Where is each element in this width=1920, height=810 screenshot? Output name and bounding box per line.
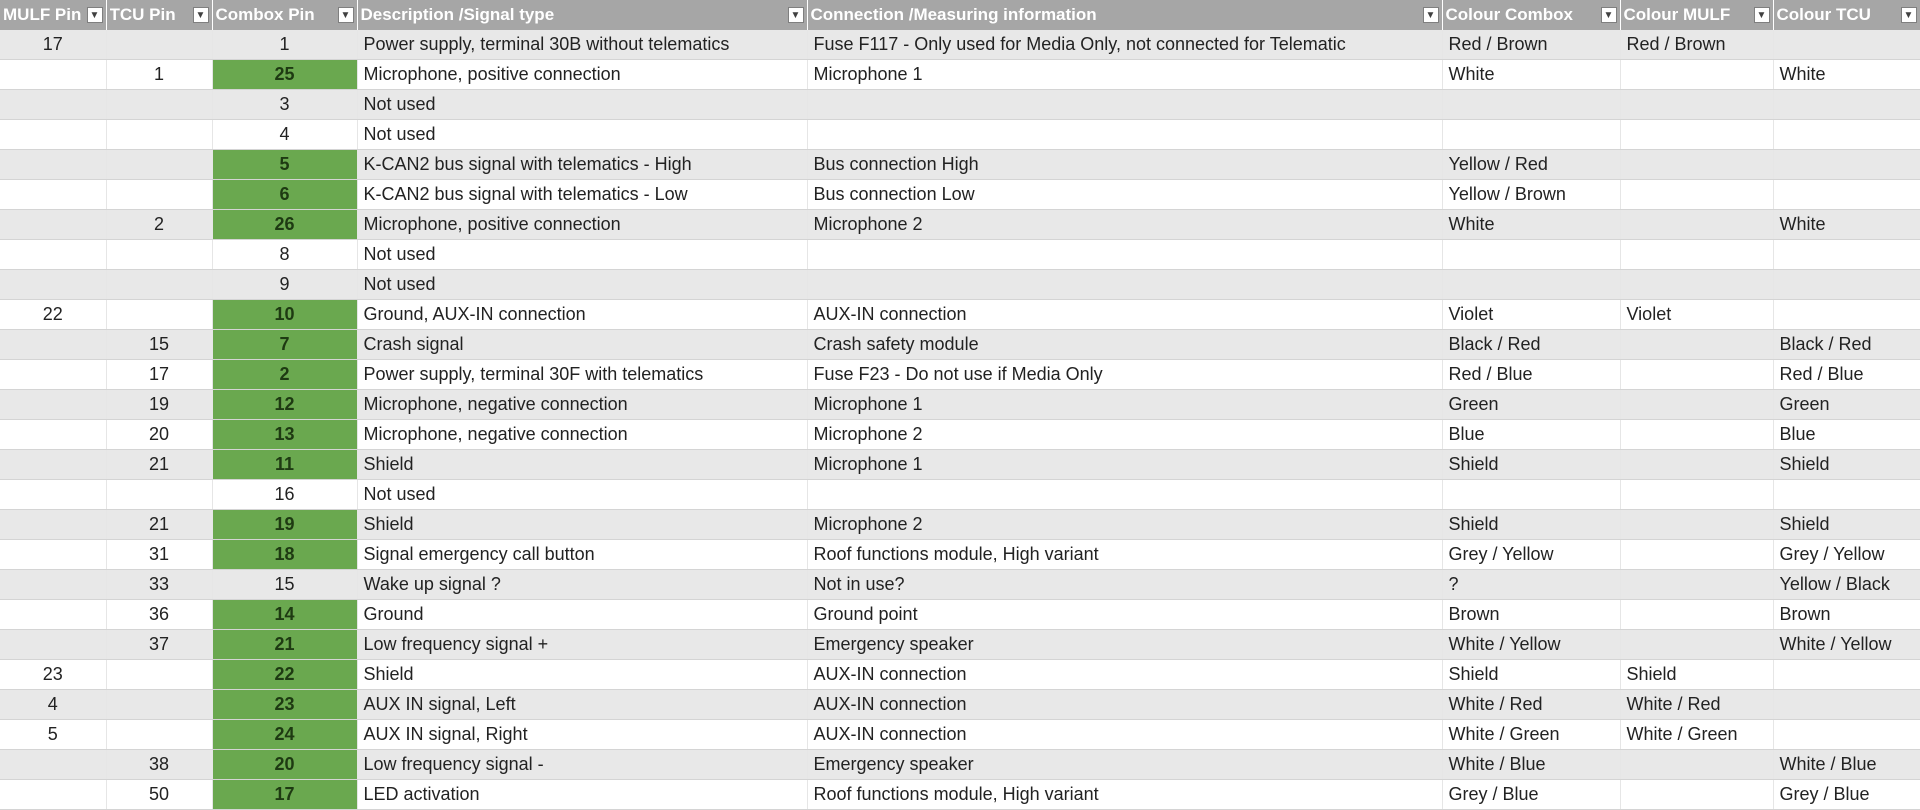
- cell-colour-mulf[interactable]: White / Red: [1620, 690, 1773, 720]
- table-row: [0, 30, 1920, 60]
- table-row: [0, 570, 1920, 600]
- cell-description[interactable]: Not used: [357, 240, 807, 270]
- table-row: [0, 660, 1920, 690]
- cell-connection[interactable]: Bus connection Low: [807, 180, 1442, 210]
- cell-colour-combox[interactable]: White / Red: [1442, 690, 1620, 720]
- cell-description[interactable]: Not used: [357, 120, 807, 150]
- cell-description[interactable]: Signal emergency call button: [357, 540, 807, 570]
- cell-combox-pin[interactable]: 11: [212, 450, 357, 480]
- cell-combox-pin[interactable]: 12: [212, 390, 357, 420]
- cell-mulf-pin[interactable]: [0, 390, 106, 420]
- cell-colour-mulf[interactable]: [1620, 180, 1773, 210]
- cell-colour-combox[interactable]: Grey / Yellow: [1442, 540, 1620, 570]
- cell-mulf-pin[interactable]: 23: [0, 660, 106, 690]
- cell-colour-mulf[interactable]: [1620, 780, 1773, 810]
- cell-colour-combox[interactable]: [1442, 480, 1620, 510]
- table-row: [0, 750, 1920, 780]
- cell-tcu-pin[interactable]: [106, 720, 212, 750]
- cell-colour-combox[interactable]: [1442, 240, 1620, 270]
- cell-description[interactable]: K-CAN2 bus signal with telematics - High: [357, 150, 807, 180]
- cell-combox-pin[interactable]: 17: [212, 780, 357, 810]
- cell-description[interactable]: K-CAN2 bus signal with telematics - Low: [357, 180, 807, 210]
- cell-description[interactable]: Power supply, terminal 30F with telematics: [357, 360, 807, 390]
- cell-colour-combox[interactable]: Yellow / Brown: [1442, 180, 1620, 210]
- column-header-description[interactable]: Description /Signal type ▼: [357, 0, 807, 30]
- cell-description[interactable]: AUX IN signal, Left: [357, 690, 807, 720]
- cell-colour-mulf[interactable]: [1620, 630, 1773, 660]
- cell-colour-combox[interactable]: White: [1442, 210, 1620, 240]
- cell-colour-tcu[interactable]: Red / Blue: [1773, 360, 1920, 390]
- cell-tcu-pin[interactable]: 37: [106, 630, 212, 660]
- cell-tcu-pin[interactable]: 1: [106, 60, 212, 90]
- table-body: [0, 30, 1920, 810]
- cell-colour-combox[interactable]: Red / Blue: [1442, 360, 1620, 390]
- cell-colour-tcu[interactable]: [1773, 150, 1920, 180]
- cell-connection[interactable]: AUX-IN connection: [807, 690, 1442, 720]
- column-header-colour-mulf[interactable]: Colour MULF ▼: [1620, 0, 1773, 30]
- cell-combox-pin[interactable]: 18: [212, 540, 357, 570]
- cell-colour-mulf[interactable]: [1620, 450, 1773, 480]
- cell-tcu-pin[interactable]: [106, 240, 212, 270]
- cell-connection[interactable]: Microphone 2: [807, 210, 1442, 240]
- cell-connection[interactable]: [807, 240, 1442, 270]
- cell-combox-pin[interactable]: 24: [212, 720, 357, 750]
- cell-mulf-pin[interactable]: [0, 480, 106, 510]
- cell-tcu-pin[interactable]: 31: [106, 540, 212, 570]
- cell-connection[interactable]: [807, 270, 1442, 300]
- cell-colour-mulf[interactable]: White / Green: [1620, 720, 1773, 750]
- cell-colour-combox[interactable]: Black / Red: [1442, 330, 1620, 360]
- cell-connection[interactable]: Crash safety module: [807, 330, 1442, 360]
- cell-colour-combox[interactable]: Red / Brown: [1442, 30, 1620, 60]
- table-row: [0, 240, 1920, 270]
- cell-colour-mulf[interactable]: [1620, 150, 1773, 180]
- cell-tcu-pin[interactable]: [106, 150, 212, 180]
- cell-colour-tcu[interactable]: Blue: [1773, 420, 1920, 450]
- cell-description[interactable]: Microphone, positive connection: [357, 210, 807, 240]
- cell-colour-combox[interactable]: White / Yellow: [1442, 630, 1620, 660]
- cell-tcu-pin[interactable]: 2: [106, 210, 212, 240]
- cell-colour-mulf[interactable]: [1620, 540, 1773, 570]
- cell-colour-tcu[interactable]: White: [1773, 210, 1920, 240]
- cell-mulf-pin[interactable]: 4: [0, 690, 106, 720]
- cell-combox-pin[interactable]: 14: [212, 600, 357, 630]
- table-row: [0, 420, 1920, 450]
- cell-colour-tcu[interactable]: [1773, 480, 1920, 510]
- cell-connection[interactable]: Not in use?: [807, 570, 1442, 600]
- column-header-tcu-pin[interactable]: TCU Pin ▼: [106, 0, 212, 30]
- cell-tcu-pin[interactable]: 33: [106, 570, 212, 600]
- cell-combox-pin[interactable]: 5: [212, 150, 357, 180]
- cell-colour-mulf[interactable]: [1620, 210, 1773, 240]
- cell-colour-mulf[interactable]: [1620, 120, 1773, 150]
- cell-connection[interactable]: Microphone 1: [807, 390, 1442, 420]
- cell-combox-pin[interactable]: 10: [212, 300, 357, 330]
- cell-connection[interactable]: Microphone 2: [807, 510, 1442, 540]
- table-row: [0, 540, 1920, 570]
- cell-colour-tcu[interactable]: Black / Red: [1773, 330, 1920, 360]
- cell-colour-tcu[interactable]: [1773, 660, 1920, 690]
- cell-colour-mulf[interactable]: [1620, 90, 1773, 120]
- table-row: [0, 90, 1920, 120]
- cell-colour-tcu[interactable]: Grey / Blue: [1773, 780, 1920, 810]
- cell-connection[interactable]: AUX-IN connection: [807, 300, 1442, 330]
- cell-colour-combox[interactable]: Grey / Blue: [1442, 780, 1620, 810]
- cell-colour-combox[interactable]: White: [1442, 60, 1620, 90]
- cell-colour-combox[interactable]: ?: [1442, 570, 1620, 600]
- cell-colour-tcu[interactable]: [1773, 300, 1920, 330]
- cell-combox-pin[interactable]: 7: [212, 330, 357, 360]
- cell-connection[interactable]: [807, 480, 1442, 510]
- cell-mulf-pin[interactable]: [0, 570, 106, 600]
- cell-combox-pin[interactable]: 21: [212, 630, 357, 660]
- cell-tcu-pin[interactable]: [106, 690, 212, 720]
- cell-mulf-pin[interactable]: [0, 510, 106, 540]
- dropdown-filter-icon[interactable]: ▼: [338, 7, 354, 23]
- cell-mulf-pin[interactable]: [0, 90, 106, 120]
- cell-connection[interactable]: Ground point: [807, 600, 1442, 630]
- cell-colour-tcu[interactable]: [1773, 30, 1920, 60]
- cell-colour-combox[interactable]: Shield: [1442, 510, 1620, 540]
- cell-mulf-pin[interactable]: [0, 630, 106, 660]
- cell-tcu-pin[interactable]: 36: [106, 600, 212, 630]
- cell-combox-pin[interactable]: 13: [212, 420, 357, 450]
- dropdown-filter-icon[interactable]: ▼: [1601, 7, 1617, 23]
- cell-tcu-pin[interactable]: [106, 480, 212, 510]
- cell-combox-pin[interactable]: 19: [212, 510, 357, 540]
- cell-colour-mulf[interactable]: [1620, 510, 1773, 540]
- cell-mulf-pin[interactable]: 17: [0, 30, 106, 60]
- table-row: [0, 720, 1920, 750]
- cell-combox-pin[interactable]: 9: [212, 270, 357, 300]
- cell-tcu-pin[interactable]: 15: [106, 330, 212, 360]
- cell-combox-pin[interactable]: 4: [212, 120, 357, 150]
- cell-colour-mulf[interactable]: [1620, 240, 1773, 270]
- cell-tcu-pin[interactable]: 19: [106, 390, 212, 420]
- cell-combox-pin[interactable]: 3: [212, 90, 357, 120]
- cell-colour-tcu[interactable]: Brown: [1773, 600, 1920, 630]
- cell-description[interactable]: Ground, AUX-IN connection: [357, 300, 807, 330]
- cell-mulf-pin[interactable]: [0, 750, 106, 780]
- cell-connection[interactable]: Bus connection High: [807, 150, 1442, 180]
- cell-mulf-pin[interactable]: 22: [0, 300, 106, 330]
- cell-mulf-pin[interactable]: [0, 120, 106, 150]
- dropdown-filter-icon[interactable]: ▼: [1754, 7, 1770, 23]
- cell-colour-combox[interactable]: Shield: [1442, 450, 1620, 480]
- cell-combox-pin[interactable]: 6: [212, 180, 357, 210]
- table-row: [0, 360, 1920, 390]
- table-row: [0, 180, 1920, 210]
- dropdown-filter-icon[interactable]: ▼: [87, 7, 103, 23]
- cell-connection[interactable]: Microphone 2: [807, 420, 1442, 450]
- cell-connection[interactable]: Emergency speaker: [807, 630, 1442, 660]
- cell-connection[interactable]: [807, 90, 1442, 120]
- cell-colour-tcu[interactable]: [1773, 120, 1920, 150]
- cell-colour-mulf[interactable]: Violet: [1620, 300, 1773, 330]
- cell-colour-combox[interactable]: [1442, 90, 1620, 120]
- table-row: [0, 120, 1920, 150]
- cell-colour-combox[interactable]: Green: [1442, 390, 1620, 420]
- cell-combox-pin[interactable]: 26: [212, 210, 357, 240]
- cell-description[interactable]: LED activation: [357, 780, 807, 810]
- cell-colour-tcu[interactable]: [1773, 180, 1920, 210]
- cell-tcu-pin[interactable]: [106, 90, 212, 120]
- cell-mulf-pin[interactable]: [0, 60, 106, 90]
- cell-connection[interactable]: Microphone 1: [807, 60, 1442, 90]
- cell-colour-mulf[interactable]: [1620, 330, 1773, 360]
- cell-colour-combox[interactable]: Shield: [1442, 660, 1620, 690]
- table-row: [0, 630, 1920, 660]
- cell-tcu-pin[interactable]: [106, 660, 212, 690]
- cell-description[interactable]: Low frequency signal +: [357, 630, 807, 660]
- dropdown-filter-icon[interactable]: ▼: [193, 7, 209, 23]
- cell-mulf-pin[interactable]: [0, 240, 106, 270]
- cell-colour-mulf[interactable]: [1620, 390, 1773, 420]
- cell-tcu-pin[interactable]: [106, 180, 212, 210]
- cell-colour-tcu[interactable]: [1773, 90, 1920, 120]
- cell-connection[interactable]: [807, 120, 1442, 150]
- cell-mulf-pin[interactable]: [0, 450, 106, 480]
- cell-combox-pin[interactable]: 23: [212, 690, 357, 720]
- cell-colour-mulf[interactable]: [1620, 600, 1773, 630]
- cell-colour-mulf[interactable]: [1620, 570, 1773, 600]
- table-row: [0, 60, 1920, 90]
- cell-colour-mulf[interactable]: Red / Brown: [1620, 30, 1773, 60]
- cell-tcu-pin[interactable]: 17: [106, 360, 212, 390]
- cell-description[interactable]: Crash signal: [357, 330, 807, 360]
- cell-connection[interactable]: Roof functions module, High variant: [807, 780, 1442, 810]
- cell-colour-mulf[interactable]: Shield: [1620, 660, 1773, 690]
- cell-colour-mulf[interactable]: [1620, 270, 1773, 300]
- cell-description[interactable]: Not used: [357, 90, 807, 120]
- cell-mulf-pin[interactable]: [0, 420, 106, 450]
- cell-tcu-pin[interactable]: 50: [106, 780, 212, 810]
- table-row: [0, 270, 1920, 300]
- column-header-connection[interactable]: Connection /Measuring information ▼: [807, 0, 1442, 30]
- cell-combox-pin[interactable]: 22: [212, 660, 357, 690]
- table-row: [0, 600, 1920, 630]
- cell-colour-tcu[interactable]: [1773, 720, 1920, 750]
- dropdown-filter-icon[interactable]: ▼: [1423, 7, 1439, 23]
- cell-mulf-pin[interactable]: [0, 150, 106, 180]
- cell-tcu-pin[interactable]: [106, 270, 212, 300]
- cell-tcu-pin[interactable]: 21: [106, 450, 212, 480]
- cell-mulf-pin[interactable]: [0, 780, 106, 810]
- column-header-combox-pin[interactable]: Combox Pin ▼: [212, 0, 357, 30]
- cell-colour-tcu[interactable]: Yellow / Black: [1773, 570, 1920, 600]
- cell-colour-combox[interactable]: White / Green: [1442, 720, 1620, 750]
- cell-tcu-pin[interactable]: [106, 300, 212, 330]
- cell-mulf-pin[interactable]: [0, 210, 106, 240]
- cell-combox-pin[interactable]: 1: [212, 30, 357, 60]
- cell-colour-tcu[interactable]: [1773, 240, 1920, 270]
- table-row: [0, 480, 1920, 510]
- cell-description[interactable]: Ground: [357, 600, 807, 630]
- cell-mulf-pin[interactable]: [0, 360, 106, 390]
- table-row: [0, 150, 1920, 180]
- cell-colour-tcu[interactable]: [1773, 690, 1920, 720]
- cell-combox-pin[interactable]: 16: [212, 480, 357, 510]
- cell-tcu-pin[interactable]: [106, 30, 212, 60]
- cell-description[interactable]: Low frequency signal -: [357, 750, 807, 780]
- cell-connection[interactable]: Fuse F23 - Do not use if Media Only: [807, 360, 1442, 390]
- dropdown-filter-icon[interactable]: ▼: [1901, 7, 1917, 23]
- cell-colour-tcu[interactable]: Green: [1773, 390, 1920, 420]
- cell-description[interactable]: Wake up signal ?: [357, 570, 807, 600]
- column-header-colour-tcu[interactable]: Colour TCU ▼: [1773, 0, 1920, 30]
- cell-mulf-pin[interactable]: [0, 600, 106, 630]
- cell-connection[interactable]: AUX-IN connection: [807, 720, 1442, 750]
- cell-colour-tcu[interactable]: White: [1773, 60, 1920, 90]
- cell-combox-pin[interactable]: 20: [212, 750, 357, 780]
- cell-tcu-pin[interactable]: 38: [106, 750, 212, 780]
- cell-description[interactable]: Shield: [357, 450, 807, 480]
- cell-mulf-pin[interactable]: 5: [0, 720, 106, 750]
- cell-description[interactable]: Power supply, terminal 30B without telematics: [357, 30, 807, 60]
- cell-connection[interactable]: Emergency speaker: [807, 750, 1442, 780]
- cell-description[interactable]: Microphone, negative connection: [357, 420, 807, 450]
- cell-tcu-pin[interactable]: 21: [106, 510, 212, 540]
- cell-colour-mulf[interactable]: [1620, 480, 1773, 510]
- cell-colour-tcu[interactable]: Shield: [1773, 450, 1920, 480]
- table-row: [0, 300, 1920, 330]
- cell-connection[interactable]: Roof functions module, High variant: [807, 540, 1442, 570]
- table-row: [0, 210, 1920, 240]
- cell-colour-tcu[interactable]: Grey / Yellow: [1773, 540, 1920, 570]
- table-row: [0, 510, 1920, 540]
- cell-colour-combox[interactable]: Violet: [1442, 300, 1620, 330]
- cell-connection[interactable]: Microphone 1: [807, 450, 1442, 480]
- cell-connection[interactable]: AUX-IN connection: [807, 660, 1442, 690]
- cell-colour-mulf[interactable]: [1620, 420, 1773, 450]
- cell-tcu-pin[interactable]: [106, 120, 212, 150]
- cell-colour-tcu[interactable]: White / Yellow: [1773, 630, 1920, 660]
- cell-colour-combox[interactable]: [1442, 120, 1620, 150]
- table-row: [0, 450, 1920, 480]
- column-header-mulf-pin[interactable]: MULF Pin ▼: [0, 0, 106, 30]
- cell-colour-mulf[interactable]: [1620, 750, 1773, 780]
- cell-colour-mulf[interactable]: [1620, 60, 1773, 90]
- header-row: [0, 0, 1920, 30]
- cell-mulf-pin[interactable]: [0, 540, 106, 570]
- cell-description[interactable]: AUX IN signal, Right: [357, 720, 807, 750]
- cell-colour-tcu[interactable]: White / Blue: [1773, 750, 1920, 780]
- table-row: [0, 390, 1920, 420]
- cell-description[interactable]: Microphone, negative connection: [357, 390, 807, 420]
- cell-description[interactable]: Microphone, positive connection: [357, 60, 807, 90]
- cell-description[interactable]: Not used: [357, 480, 807, 510]
- table-row: [0, 690, 1920, 720]
- cell-tcu-pin[interactable]: 20: [106, 420, 212, 450]
- cell-mulf-pin[interactable]: [0, 330, 106, 360]
- table-row: [0, 330, 1920, 360]
- cell-colour-combox[interactable]: Brown: [1442, 600, 1620, 630]
- cell-colour-mulf[interactable]: [1620, 360, 1773, 390]
- dropdown-filter-icon[interactable]: ▼: [788, 7, 804, 23]
- cell-combox-pin[interactable]: 25: [212, 60, 357, 90]
- cell-description[interactable]: Not used: [357, 270, 807, 300]
- cell-mulf-pin[interactable]: [0, 270, 106, 300]
- cell-colour-combox[interactable]: Yellow / Red: [1442, 150, 1620, 180]
- cell-description[interactable]: Shield: [357, 510, 807, 540]
- cell-connection[interactable]: Fuse F117 - Only used for Media Only, not connected for Telematic: [807, 30, 1442, 60]
- cell-colour-combox[interactable]: [1442, 270, 1620, 300]
- column-header-colour-combox[interactable]: Colour Combox ▼: [1442, 0, 1620, 30]
- cell-colour-combox[interactable]: Blue: [1442, 420, 1620, 450]
- cell-description[interactable]: Shield: [357, 660, 807, 690]
- cell-mulf-pin[interactable]: [0, 180, 106, 210]
- cell-combox-pin[interactable]: 2: [212, 360, 357, 390]
- table-row: [0, 780, 1920, 810]
- cell-combox-pin[interactable]: 8: [212, 240, 357, 270]
- cell-combox-pin[interactable]: 15: [212, 570, 357, 600]
- cell-colour-combox[interactable]: White / Blue: [1442, 750, 1620, 780]
- cell-colour-tcu[interactable]: Shield: [1773, 510, 1920, 540]
- cell-colour-tcu[interactable]: [1773, 270, 1920, 300]
